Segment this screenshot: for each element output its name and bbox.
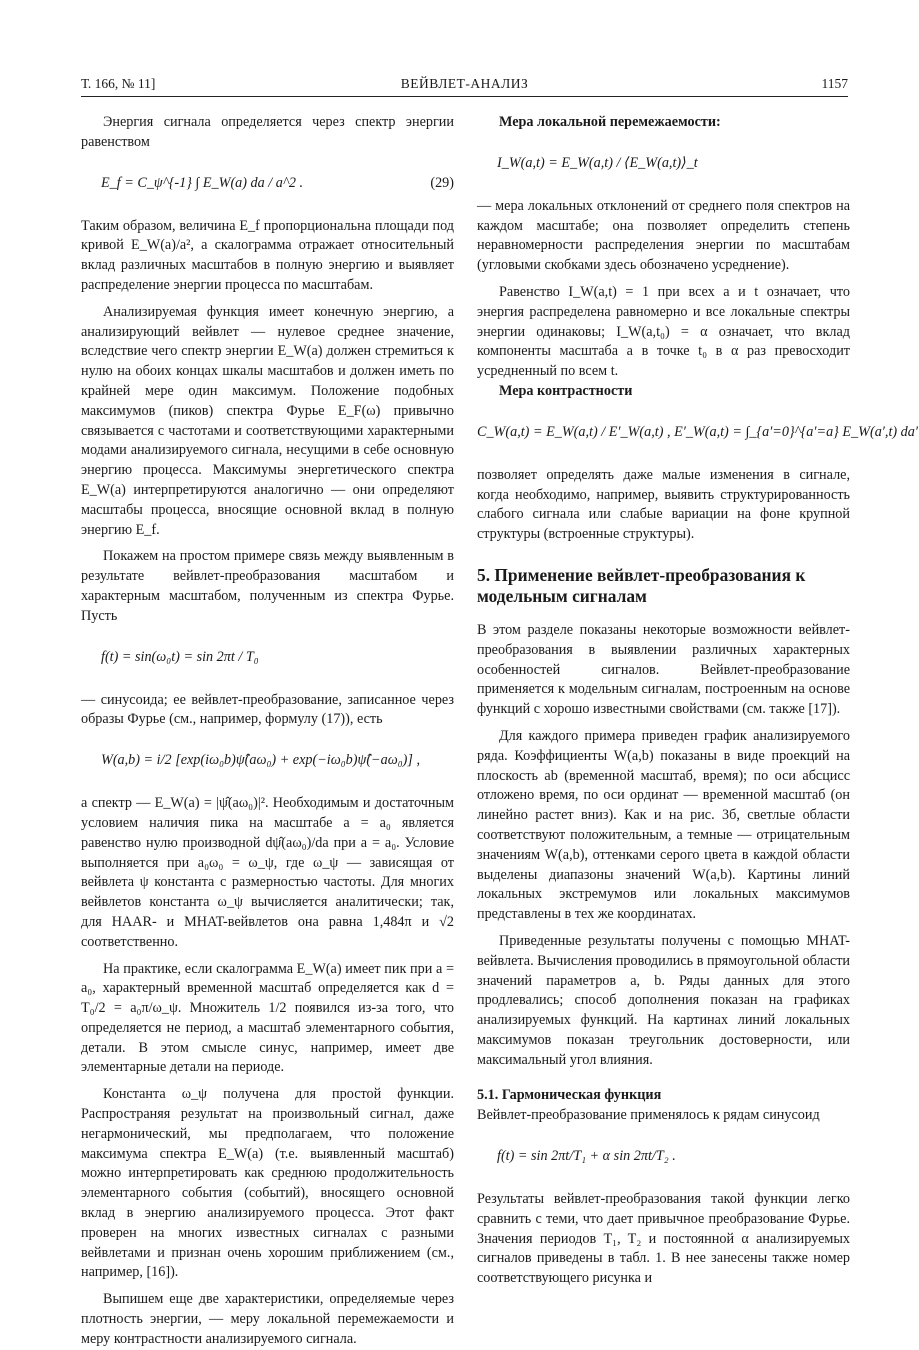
equation-two-sinusoids	[477, 1133, 850, 1181]
paragraph: — синусоида; ее вейвлет-преобразование, записанное через образы Фурье (см., например, формулу (17)), есть	[81, 691, 454, 728]
paragraph: Вейвлет-преобразование применялось к рядам синусоид	[477, 1107, 820, 1124]
left-column	[81, 113, 454, 1350]
paragraph: Для каждого примера приведен график анализируемого ряда. Коэффициенты W(a,b) показаны в виде проекций на плоскость ab (временной масштаб, время); по оси абсцисс отложено время, по оси ординат — временной масштаб (он линейно растет вниз). Как и на рис. 3б, светлые области соответствуют положительным, а темные — отрицательным значениям W(a,b), оттенками серого цвета в каждой области выделены диапазоны значений W(a,b). Картины линий локальных экстремумов или локальных максимумов представлены в тех же координатах.	[477, 727, 850, 923]
equation-text: W(a,b) = i/2 [exp(iω₀b)ψ̂(aω₀) + exp(−iω₀b)ψ̂(−aω₀)] ,	[101, 752, 420, 769]
paragraph: Анализируемая функция имеет конечную энергию, а анализирующий вейвлет — нулевое среднее значение, вследствие чего спектр энергии E_W(a) должен стремиться к нулю на обоих концах шкалы масштабов и должен иметь по крайней мере один максимум. Положение подобных максимумов (пиков) спектра Фурье E_F(ω) привычно связывается с частотами и соответствующими характерными модами анализируемого сигнала, несущими в себе основную энергию процесса. Максимумы энергетического спектра E_W(a) интерпретируются аналогично — они определяют масштабы процесса, вносящие основной вклад в полную энергию E_f.	[81, 303, 454, 538]
section-title: 5. Применение вейвлет-преобразования к модельным сигналам	[477, 564, 806, 606]
equation-sinusoid	[81, 634, 454, 682]
subheading-contrast: Мера контрастности	[499, 382, 633, 399]
paragraph: а спектр — E_W(a) = |ψ̂(aω₀)|². Необходимым и достаточным условием наличия пика на масштабе a = a₀ является равенство нулю производной dψ̂(aω₀)/da при a = a₀. Условие выполняется при a₀ω₀ = ω_ψ, где ω_ψ — зависящая от вейвлета ψ константа с размерностью частоты. Для многих вейвлетов константа ω_ψ вычисляется аналитически; так, для HAAR- и MHAT-вейвлетов она равна 1,484π и √2 соответственно.	[81, 795, 454, 950]
equation-text: I_W(a,t) = E_W(a,t) / ⟨E_W(a,t)⟩_t	[497, 154, 698, 171]
paragraph: — мера локальных отклонений от среднего поля спектров на каждом масштабе; она позволяет определить степень неравномерности распределения энергии по масштабам (угловыми скобками здесь обозначено усреднение).	[477, 197, 850, 274]
journal-volume: Т. 166, № 11]	[81, 76, 156, 91]
page-number: 1157	[821, 76, 848, 91]
equation-text: C_W(a,t) = E_W(a,t) / E′_W(a,t) , E′_W(a,t) = ∫_{a′=0}^{a′=a} E_W(a′,t) da′	[477, 423, 918, 440]
paragraph: На практике, если скалограмма E_W(a) имеет пик при a = a₀, характерный временной масштаб определяется как d = T₀/2 = a₀π/ω_ψ. Множитель 1/2 появился из-за того, что определяется не период, а масштаб элементарного события, детали. В этом смысле синус, например, имеет две элементарные детали на периоде.	[81, 960, 454, 1076]
equation-text: f(t) = sin 2πt/T₁ + α sin 2πt/T₂ .	[497, 1148, 676, 1165]
running-title: ВЕЙВЛЕТ-АНАЛИЗ	[400, 76, 529, 91]
equation-text: E_f = C_ψ^{-1} ∫ E_W(a) da / a^2 .	[101, 174, 304, 191]
running-header	[81, 74, 848, 97]
paragraph: Константа ω_ψ получена для простой функции. Распространяя результат на произвольный сигнал, даже негармонический, мы предполагаем, что положение максимума спектра E_W(a) (т.е. выявленный масштаб) можно интерпретировать как среднюю продолжительность элементарного события (событий), вносящего основной вклад в энергию анализируемого процесса. Этот факт проверен на многих известных сигналах с разными вейвлетами и признан очень хорошим приближением (см., например, [16]).	[81, 1086, 454, 1281]
equation-contrast	[477, 409, 918, 457]
paragraph: Покажем на простом примере связь между выявленным в результате вейвлет-преобразования масштабом и характерным масштабом, полученным из спектра Фурье. Пусть	[81, 548, 454, 624]
paragraph: позволяет определять даже малые изменения в сигнале, когда необходимо, например, выявить структурированность слабого сигнала или слабые вариации на фоне крупной структуры (встроенные структуры).	[477, 466, 850, 543]
equation-29	[81, 160, 454, 208]
equation-wavelet-transform	[81, 737, 454, 785]
equation-number: (29)	[430, 174, 454, 191]
paragraph: Приведенные результаты получены с помощью MHAT-вейвлета. Вычисления проводились в прямоугольной области значений параметров a, b. Ряды данных для этого продлевались; способ дополнения показан на графиках анализируемых функций. На картинах линий локальных максимумов показан треугольник достоверности, или максимальный угол влияния.	[477, 932, 850, 1068]
paragraph: Выпишем еще две характеристики, определяемые через плотность энергии, — меру локальной перемежаемости и меру контрастности анализируемого сигнала.	[81, 1291, 454, 1347]
paragraph: Результаты вейвлет-преобразования такой функции легко сравнить с теми, что дает привычное преобразование Фурье. Значения периодов T₁, T₂ и постоянной α анализируемых сигналов приведены в табл. 1. В нее занесены также номер соответствующего рисунка и	[477, 1191, 850, 1287]
equation-intermittency	[477, 140, 850, 188]
paragraph: Таким образом, величина E_f пропорциональна площади под кривой E_W(a)/a², а скалограмма отражает относительный вклад различных масштабов в полную энергию и выявляет распределение энергии процесса по масштабам.	[81, 217, 454, 293]
right-column	[477, 113, 918, 1289]
paragraph: В этом разделе показаны некоторые возможности вейвлет-преобразования в выявлении различных характерных особенностей сигналов. Вейвлет-преобразование применяется к модельным сигналам, построенным на основе функций с хорошо известными свойствами (см. также [17]).	[477, 621, 850, 718]
paragraph: Энергия сигнала определяется через спектр энергии равенством	[81, 114, 454, 150]
subsection-title: 5.1. Гармоническая функция	[477, 1087, 662, 1104]
equation-text: f(t) = sin(ω₀t) = sin 2πt / T₀	[101, 648, 259, 665]
paragraph: Равенство I_W(a,t) = 1 при всех a и t означает, что энергия распределена равномерно и все локальные спектры энергии одинаковы; I_W(a,t₀) = α означает, что вклад компоненты масштаба a в точке t₀ в α раз превосходит усредненный по всем t.	[477, 283, 850, 380]
subheading-intermittency: Мера локальной перемежаемости:	[499, 114, 721, 130]
